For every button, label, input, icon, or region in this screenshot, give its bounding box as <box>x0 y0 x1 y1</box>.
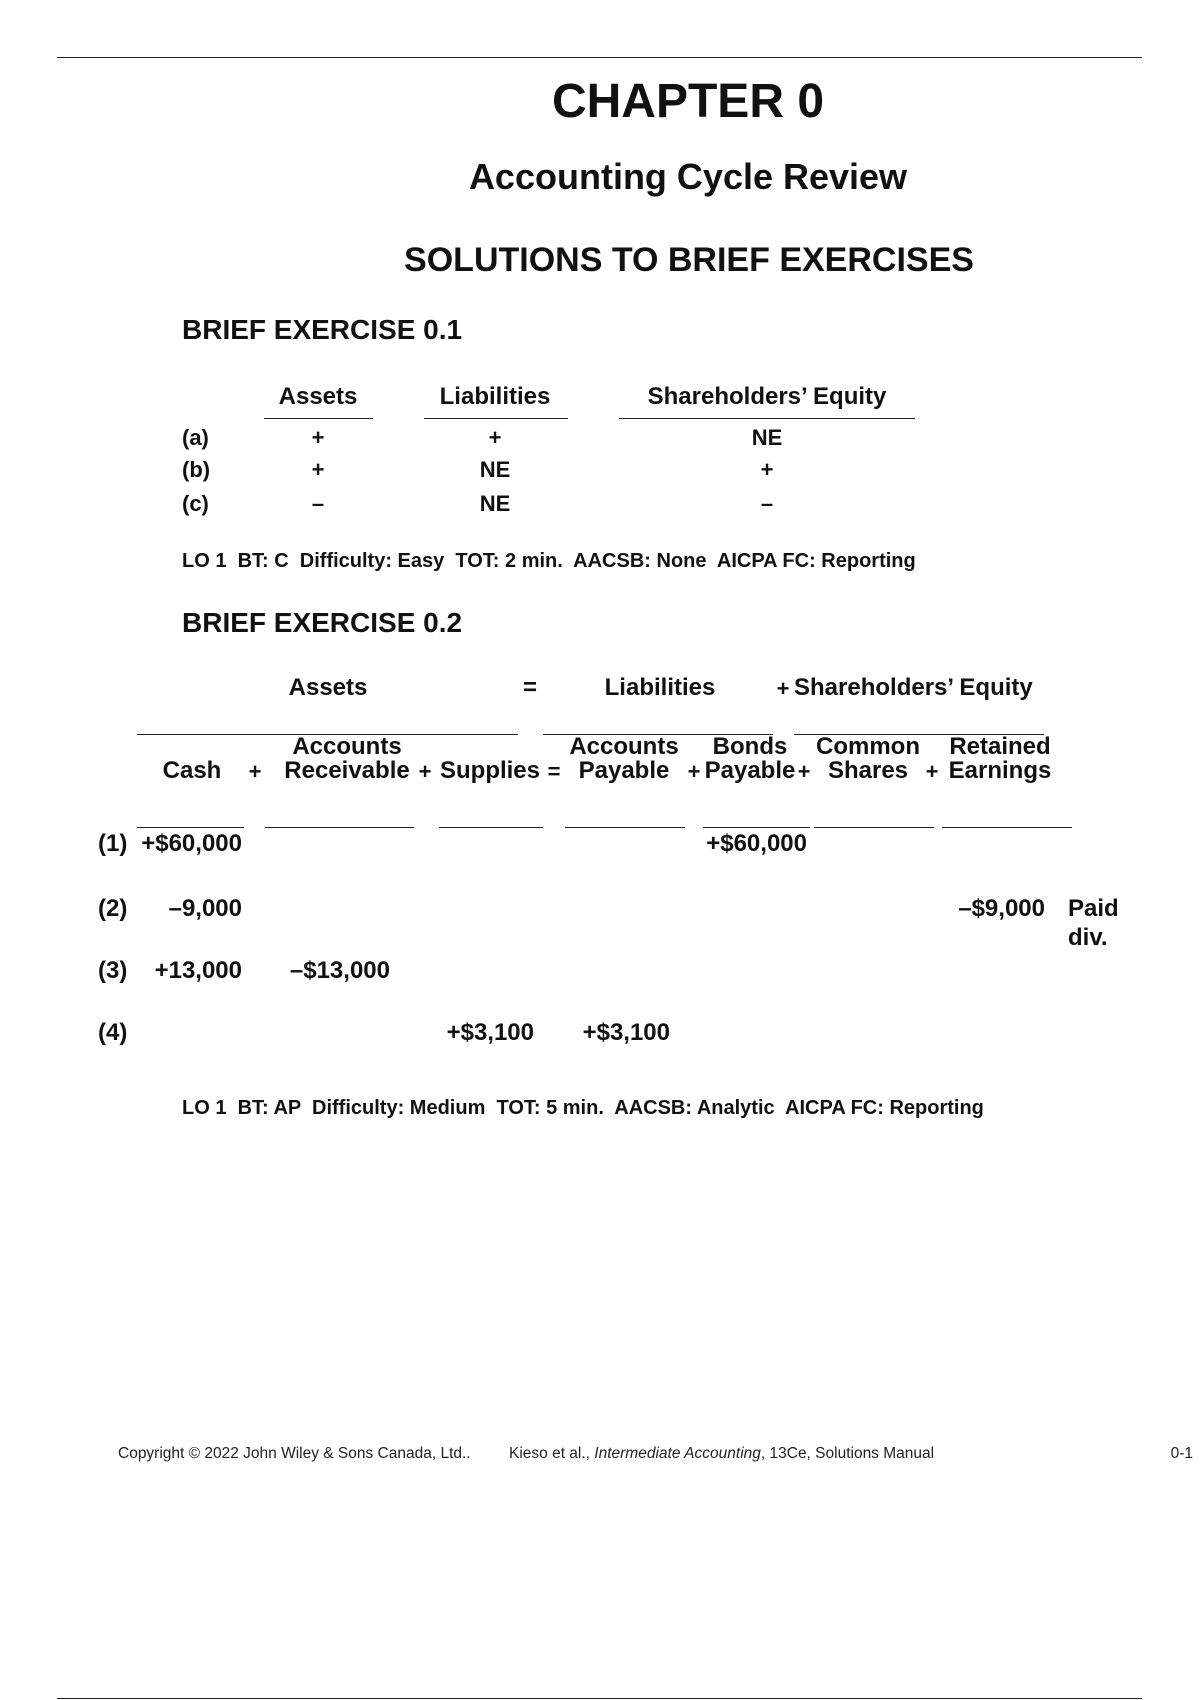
footer-ref-suffix: , 13Ce, Solutions Manual <box>760 1445 935 1462</box>
be2-top-eq: = <box>522 674 538 701</box>
cell-cash: +$60,000 <box>141 830 242 857</box>
cell-assets: + <box>311 425 325 450</box>
bottom-rule <box>57 1698 1142 1699</box>
col-cash: Cash <box>162 757 222 784</box>
col-bp-line1: Bonds <box>712 733 788 760</box>
col-cs-line1: Common <box>816 733 920 760</box>
section-title: SOLUTIONS TO BRIEF EXERCISES <box>404 241 974 279</box>
row-label: (1) <box>98 830 128 857</box>
cell-retained-earnings: –$9,000 <box>958 895 1045 922</box>
be1-col-liabilities: Liabilities <box>439 383 551 410</box>
row-label: (b) <box>182 457 211 482</box>
cell-bonds-payable: +$60,000 <box>706 830 807 857</box>
rule-cs <box>814 827 934 828</box>
be2-top-liabilities: Liabilities <box>604 674 716 701</box>
col-re-line2: Earnings <box>948 757 1052 784</box>
col-ap-line1: Accounts <box>569 733 679 760</box>
col-ar-line2: Receivable <box>284 757 410 784</box>
cell-accounts-payable: +$3,100 <box>582 1019 670 1046</box>
cell-equity: NE <box>751 425 783 450</box>
cell-equity: + <box>760 457 774 482</box>
be2-top-assets: Assets <box>288 674 368 701</box>
cell-supplies: +$3,100 <box>446 1019 534 1046</box>
col-plus-4: + <box>797 759 811 784</box>
cell-cash: –9,000 <box>168 895 242 922</box>
col-plus-2: + <box>418 759 432 784</box>
cell-liabilities: NE <box>479 491 511 516</box>
cell-liabilities: + <box>488 425 502 450</box>
be2-title: BRIEF EXERCISE 0.2 <box>182 607 463 638</box>
be1-rule-equity <box>619 418 915 419</box>
be2-note: LO 1 BT: AP Difficulty: Medium TOT: 5 min. AACSB: Analytic AICPA FC: Reporting <box>182 1097 984 1119</box>
page-number: 0-1 <box>1170 1445 1193 1462</box>
row-label: (3) <box>98 957 128 984</box>
footer-copyright: Copyright © 2022 John Wiley & Sons Canada, Ltd.. <box>118 1445 471 1462</box>
be1-title: BRIEF EXERCISE 0.1 <box>182 314 463 345</box>
col-bp-line2: Payable <box>704 757 796 784</box>
col-plus-3: + <box>687 759 701 784</box>
be1-note: LO 1 BT: C Difficulty: Easy TOT: 2 min. AACSB: None AICPA FC: Reporting <box>182 550 916 572</box>
cell-cash: +13,000 <box>154 957 242 984</box>
col-re-line1: Retained <box>949 733 1051 760</box>
top-rule <box>57 57 1142 58</box>
col-ar-line1: Accounts <box>292 733 402 760</box>
rule-cash <box>137 827 244 828</box>
col-ap-line2: Payable <box>578 757 670 784</box>
col-cs-line2: Shares <box>827 757 909 784</box>
cell-liabilities: NE <box>479 457 511 482</box>
footer-ref-title: Intermediate Accounting <box>594 1445 761 1462</box>
cell-assets: + <box>311 457 325 482</box>
cell-equity: – <box>760 491 774 516</box>
row-label: (2) <box>98 895 128 922</box>
cell-note-line2: div. <box>1068 924 1108 951</box>
row-label: (a) <box>182 425 209 450</box>
cell-accounts-receivable: –$13,000 <box>289 957 390 984</box>
rule-bp <box>703 827 810 828</box>
chapter-title: CHAPTER 0 <box>551 75 825 128</box>
be2-top-equity: Shareholders’ Equity <box>794 674 1033 701</box>
col-plus-5: + <box>925 759 939 784</box>
chapter-subtitle: Accounting Cycle Review <box>468 156 908 197</box>
cell-note-line1: Paid <box>1068 895 1119 922</box>
footer-reference <box>509 1445 934 1463</box>
footer-ref-prefix: Kieso et al., <box>509 1445 595 1462</box>
be1-rule-assets <box>264 418 373 419</box>
rule-ar <box>265 827 414 828</box>
col-eq: = <box>547 759 561 784</box>
rule-ap <box>565 827 685 828</box>
rule-supplies <box>439 827 543 828</box>
row-label: (c) <box>182 491 209 516</box>
cell-assets: – <box>311 491 325 516</box>
be2-top-plus: + <box>776 676 790 701</box>
col-supplies: Supplies <box>439 757 541 784</box>
row-label: (4) <box>98 1019 128 1046</box>
col-plus-1: + <box>248 759 262 784</box>
be1-col-equity: Shareholders’ Equity <box>647 383 887 410</box>
rule-re <box>942 827 1072 828</box>
be1-rule-liabilities <box>424 418 568 419</box>
be1-col-assets: Assets <box>278 383 358 410</box>
